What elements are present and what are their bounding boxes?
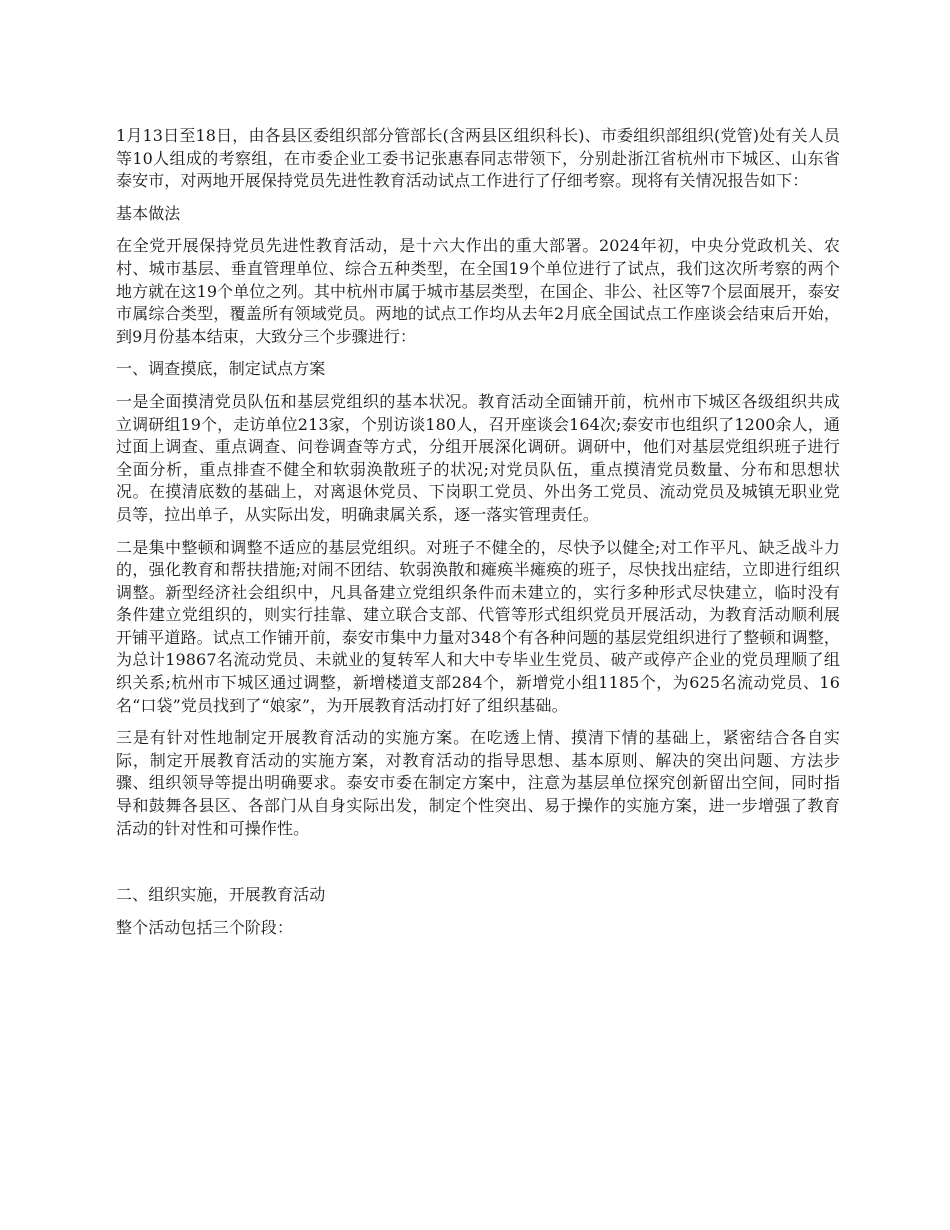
basic-paragraph: 在全党开展保持党员先进性教育活动，是十六大作出的重大部署。2024年初，中央分党政机关、农村、城市基层、垂直管理单位、综合五种类型，在全国19个单位进行了试点，我们这次所考察的两个地方就在这19个单位之列。其中杭州市属于城市基层类型，在国企、非公、社区等7个层面展开，泰安市属综合类型，覆盖所有领域党员。两地的试点工作均从去年2月底全国试点工作座谈会结束后开始，到9月份基本结束，大致分三个步骤进行： (116, 236, 840, 346)
section-heading-one: 一、调查摸底，制定试点方案 (116, 359, 326, 379)
blank-spacer (116, 850, 840, 884)
section-heading-basic: 基本做法 (116, 203, 181, 223)
paragraph-two-1: 整个活动包括三个阶段： (116, 917, 294, 937)
paragraph-one-2: 二是集中整顿和调整不适应的基层党组织。对班子不健全的，尽快予以健全;对工作平凡、缺乏战斗力的，强化教育和帮扶措施;对闹不团结、软弱涣散和瘫痪半瘫痪的班子，尽快找出症结，立即进行组织调整。新型经济社会组织中，凡具备建立党组织条件而未建立的，实行多种形式尽快建立，临时没有条件建立党组织的，则实行挂靠、建立联合支部、代管等形式组织党员开展活动，为教育活动顺利展开铺平道路。试点工作铺开前，泰安市集中力量对348个有各种问题的基层党组织进行了整顿和调整，为总计19867名流动党员、未就业的复转军人和大中专毕业生党员、破产或停产企业的党员理顺了组织关系;杭州市下城区通过调整，新增楼道支部284个，新增党小组1185个，为625名流动党员、16名“口袋”党员找到了“娘家”，为开展教育活动打好了组织基础。 (116, 537, 840, 715)
section-heading-two: 二、组织实施，开展教育活动 (116, 885, 326, 905)
paragraph-one-3: 三是有针对性地制定开展教育活动的实施方案。在吃透上情、摸清下情的基础上，紧密结合各自实际，制定开展教育活动的实施方案，对教育活动的指导思想、基本原则、解决的突出问题、方法步骤、组织领导等提出明确要求。泰安市委在制定方案中，注意为基层单位探究创新留出空间，同时指导和鼓舞各县区、各部门从自身实际出发，制定个性突出、易于操作的实施方案，进一步增强了教育活动的针对性和可操作性。 (116, 728, 840, 838)
document-body (116, 125, 840, 949)
intro-paragraph: 1月13日至18日，由各县区委组织部分管部长(含两县区组织科长)、市委组织部组织(党管)处有关人员等10人组成的考察组，在市委企业工委书记张惠春同志带领下，分别赴浙江省杭州市下城区、山东省泰安市，对两地开展保持党员先进性教育活动试点工作进行了仔细考察。现将有关情况报告如下： (116, 126, 840, 191)
paragraph-one-1: 一是全面摸清党员队伍和基层党组织的基本状况。教育活动全面铺开前，杭州市下城区各级组织共成立调研组19个，走访单位213家，个别访谈180人，召开座谈会164次;泰安市也组织了1200余人，通过面上调查、重点调查、问卷调查等方式，分组开展深化调研。调研中，他们对基层党组织班子进行全面分析，重点排查不健全和软弱涣散班子的状况;对党员队伍，重点摸清党员数量、分布和思想状况。在摸清底数的基础上，对离退休党员、下岗职工党员、外出务工党员、流动党员及城镇无职业党员等，拉出单子，从实际出发，明确隶属关系，逐一落实管理责任。 (116, 391, 840, 524)
